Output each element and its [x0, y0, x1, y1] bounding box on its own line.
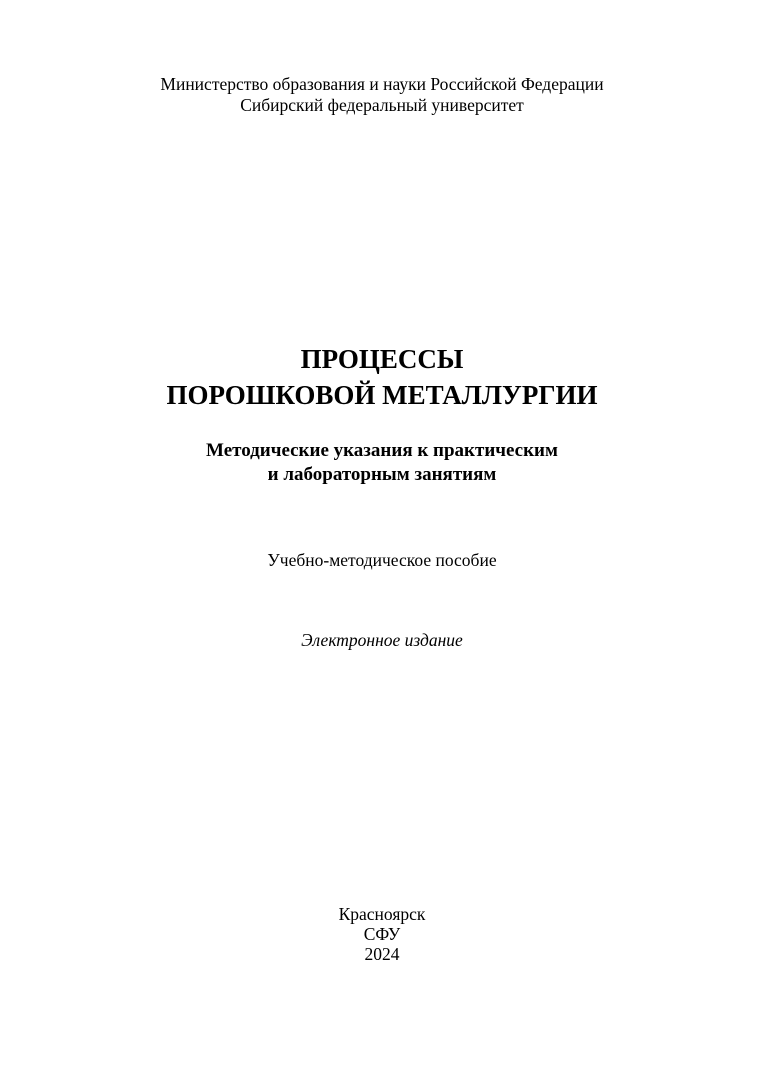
- edition-label: Электронное издание: [301, 630, 463, 650]
- document-subtitle-line-2: и лабораторным занятиям: [267, 464, 497, 485]
- publication-type: Учебно-методическое пособие: [267, 550, 497, 570]
- publication-city: Красноярск: [338, 904, 426, 924]
- university-name: Сибирский федеральный университет: [240, 95, 524, 115]
- document-subtitle-line-1: Методические указания к практическим: [206, 440, 558, 461]
- publication-year: 2024: [364, 944, 400, 964]
- document-title-line-1: ПРОЦЕССЫ: [300, 344, 464, 374]
- document-title-line-2: ПОРОШКОВОЙ МЕТАЛЛУРГИИ: [166, 380, 598, 410]
- ministry-name: Министерство образования и науки Российской Федерации: [160, 74, 604, 94]
- publisher-name: СФУ: [363, 924, 401, 944]
